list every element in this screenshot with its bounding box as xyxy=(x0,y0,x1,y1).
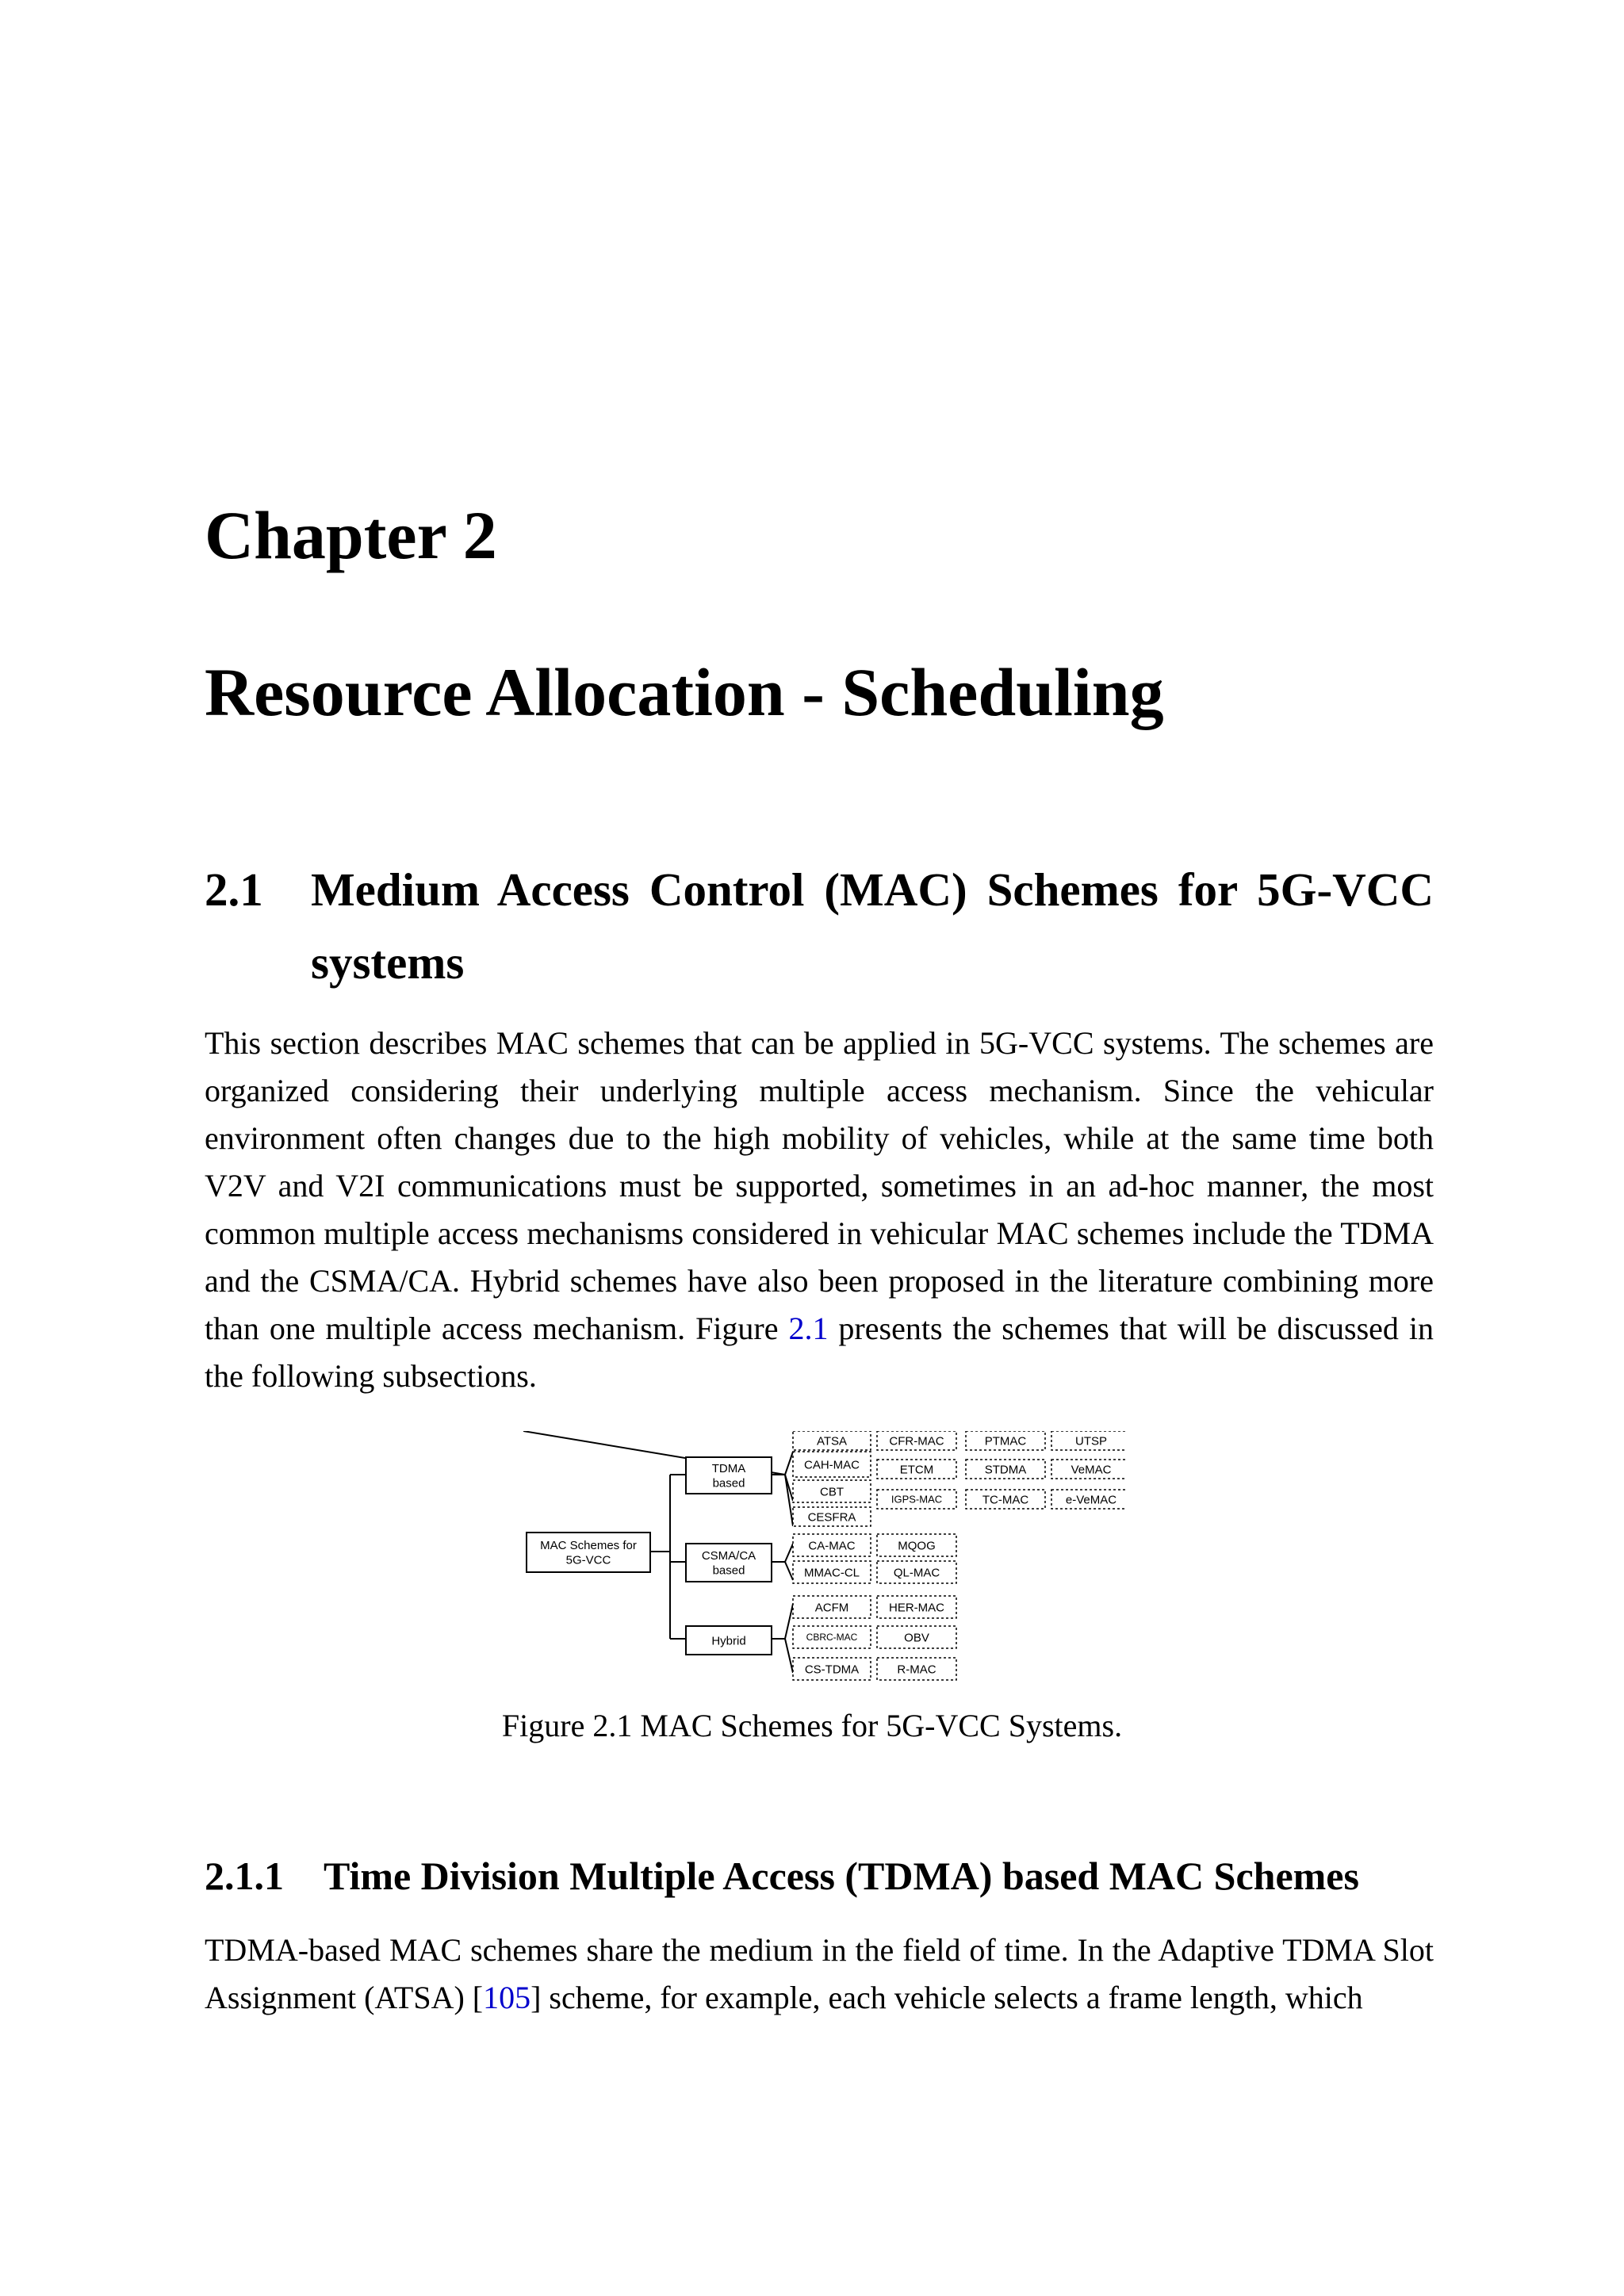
scheme-ql-mac xyxy=(877,1561,956,1583)
intro-paragraph xyxy=(205,1020,1434,1400)
scheme-her-mac xyxy=(877,1596,956,1618)
scheme-stdma-label: STDMA xyxy=(984,1463,1027,1477)
intro-text-part2: presents the schemes that will be discussed in the following subsections. xyxy=(205,1311,1434,1394)
branch-hybrid-label: Hybrid xyxy=(711,1634,746,1648)
branch-tdma xyxy=(686,1457,772,1494)
root-node-mac-schemes xyxy=(527,1533,650,1572)
scheme-ptmac-label: PTMAC xyxy=(984,1434,1027,1448)
scheme-vemac xyxy=(1051,1460,1126,1479)
scheme-ql-mac-label: QL-MAC xyxy=(893,1566,940,1580)
scheme-vemac-label: VeMAC xyxy=(1071,1463,1112,1477)
subsection-heading xyxy=(205,1852,1359,1900)
scheme-cs-tdma xyxy=(793,1658,871,1680)
chapter-label: Chapter 2 xyxy=(205,497,497,573)
scheme-mqog xyxy=(877,1534,956,1556)
scheme-atsa xyxy=(793,1431,871,1450)
branch-csma-ca-label: based xyxy=(712,1563,745,1578)
section-title: Medium Access Control (MAC) Schemes for 5G-VCC systems xyxy=(311,863,1434,989)
section-heading xyxy=(205,853,1434,999)
scheme-cesfra-label: CESFRA xyxy=(807,1510,856,1525)
scheme-cbt-label: CBT xyxy=(820,1485,844,1499)
scheme-acfm xyxy=(793,1596,871,1618)
scheme-tc-mac-label: TC-MAC xyxy=(982,1493,1029,1507)
scheme-cbt xyxy=(793,1480,871,1502)
scheme-cah-mac-label: CAH-MAC xyxy=(804,1458,860,1472)
scheme-atsa-label: ATSA xyxy=(816,1434,848,1448)
root-node-mac-schemes-label: 5G-VCC xyxy=(565,1553,611,1567)
scheme-stdma xyxy=(966,1460,1045,1479)
scheme-utsp-label: UTSP xyxy=(1074,1434,1108,1448)
branch-tdma-label: TDMA xyxy=(711,1461,746,1475)
branch-csma-ca xyxy=(686,1544,772,1582)
tdma-text-part2: ] scheme, for example, each vehicle selects a frame length, which xyxy=(530,1980,1363,2015)
scheme-cfr-mac-label: CFR-MAC xyxy=(889,1434,944,1448)
intro-text-part1: This section describes MAC schemes that can be applied in 5G-VCC systems. The schemes are organized considering their underlying multiple access mechanism. Since the vehicular environment often changes due to the high mobility of vehicles, while at the same time both V2V and V2I communications must be supported, sometimes in an ad-hoc manner, the most common multiple access mechanisms considered in vehicular MAC schemes include the TDMA and the CSMA/CA. Hybrid schemes have also been proposed in the literature combining more than one multiple access mechanism. Figure xyxy=(205,1025,1434,1346)
scheme-acfm-label: ACFM xyxy=(814,1601,849,1615)
scheme-mmac-cl-label: MMAC-CL xyxy=(804,1566,860,1580)
scheme-igps-mac xyxy=(877,1490,956,1509)
citation-105-link[interactable]: 105 xyxy=(483,1980,531,2015)
tdma-text-part1: TDMA-based MAC schemes share the medium in the field of time. In the Adaptive TDMA Slot Assignment (ATSA) [ xyxy=(205,1932,1434,2015)
scheme-cbrc-mac xyxy=(793,1626,871,1648)
scheme-her-mac-label: HER-MAC xyxy=(889,1601,944,1615)
scheme-cah-mac xyxy=(793,1452,871,1477)
mac-schemes-tree-diagram xyxy=(523,1431,1126,1685)
scheme-utsp xyxy=(1051,1431,1126,1450)
scheme-obv-label: OBV xyxy=(904,1631,929,1645)
scheme-etcm-label: ETCM xyxy=(899,1463,934,1477)
scheme-e-vemac-label: e-VeMAC xyxy=(1065,1493,1117,1507)
root-node-mac-schemes-label: MAC Schemes for xyxy=(540,1538,637,1552)
section-number: 2.1 xyxy=(205,863,263,916)
scheme-cbrc-mac-label: CBRC-MAC xyxy=(806,1632,858,1644)
scheme-r-mac xyxy=(877,1658,956,1680)
figure-caption: Figure 2.1 MAC Schemes for 5G-VCC Systems. xyxy=(501,1708,1123,1743)
scheme-mmac-cl xyxy=(793,1561,871,1583)
scheme-cs-tdma-label: CS-TDMA xyxy=(804,1663,860,1677)
scheme-ca-mac-label: CA-MAC xyxy=(808,1539,856,1553)
scheme-ptmac xyxy=(966,1431,1045,1450)
tdma-paragraph xyxy=(205,1927,1434,2022)
scheme-igps-mac-label: IGPS-MAC xyxy=(891,1493,943,1506)
branch-csma-ca-label: CSMA/CA xyxy=(701,1548,756,1563)
scheme-mqog-label: MQOG xyxy=(898,1539,936,1553)
scheme-cesfra xyxy=(793,1507,871,1526)
scheme-cfr-mac xyxy=(877,1431,956,1450)
chapter-title: Resource Allocation - Scheduling xyxy=(205,654,1164,730)
subsection-title: Time Division Multiple Access (TDMA) based MAC Schemes xyxy=(324,1854,1359,1898)
branch-tdma-label: based xyxy=(712,1476,745,1490)
scheme-r-mac-label: R-MAC xyxy=(897,1663,936,1677)
scheme-ca-mac xyxy=(793,1534,871,1556)
scheme-e-vemac xyxy=(1051,1490,1126,1509)
scheme-tc-mac xyxy=(966,1490,1045,1509)
scheme-obv xyxy=(877,1626,956,1648)
subsection-number: 2.1.1 xyxy=(205,1854,284,1898)
mac-schemes-figure xyxy=(523,1431,1126,1685)
scheme-etcm xyxy=(877,1460,956,1479)
figure-reference-link[interactable]: 2.1 xyxy=(788,1311,829,1346)
branch-hybrid xyxy=(686,1626,772,1655)
